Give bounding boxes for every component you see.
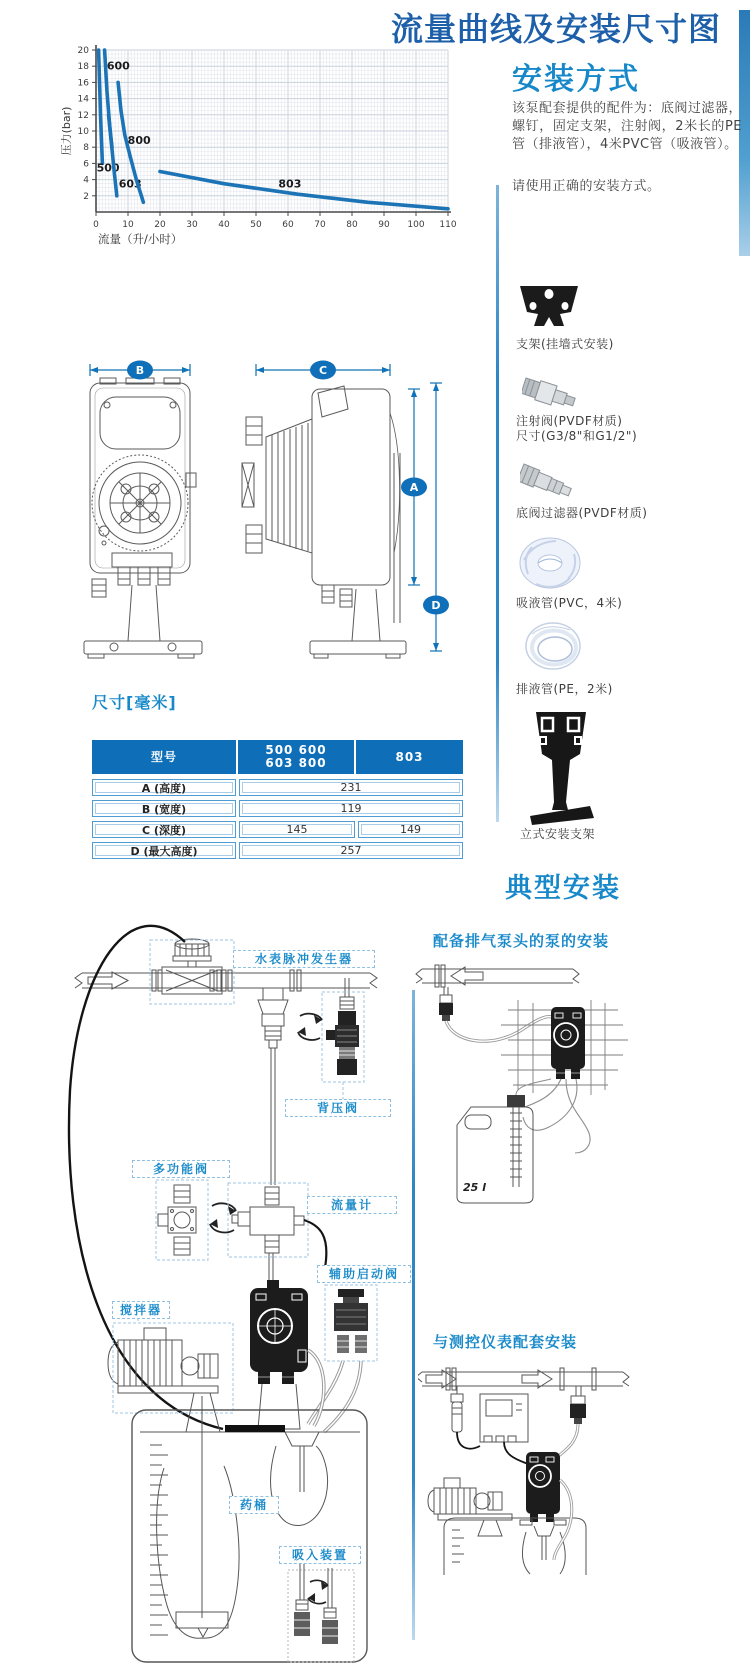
- wall-bracket-icon: [518, 280, 580, 330]
- table-row: [92, 779, 463, 796]
- drain-tube-ring-icon: [522, 618, 584, 676]
- instrument-install-diagram: [418, 1360, 653, 1575]
- svg-text:603: 603: [118, 177, 142, 191]
- dosing-pump-drawing: [250, 1280, 308, 1429]
- sensor-probe-drawing: [451, 1386, 480, 1449]
- table-row: [92, 821, 463, 838]
- callout-water-meter: 水表脉冲发生器: [233, 950, 375, 968]
- vent-pump-install-heading: 配备排气泵头的泵的安装: [433, 932, 610, 950]
- table-row: [92, 800, 463, 817]
- svg-text:14: 14: [77, 94, 89, 105]
- typical-install-heading: 典型安装: [505, 873, 621, 904]
- dim-letter-a: A: [409, 481, 419, 494]
- dimensions-table-header: [92, 740, 463, 774]
- multifunction-valve-drawing: [156, 1176, 208, 1260]
- vertical-divider-top: [496, 185, 499, 822]
- svg-text:50: 50: [250, 220, 262, 230]
- svg-text:20: 20: [77, 46, 89, 56]
- svg-text:90: 90: [378, 220, 390, 230]
- svg-text:20: 20: [154, 220, 166, 230]
- svg-text:110: 110: [439, 220, 457, 230]
- flow-curve-chart: [58, 40, 458, 252]
- dim-letter-d: D: [431, 599, 441, 612]
- agitator-motor-drawing: [428, 1478, 512, 1536]
- svg-text:18: 18: [77, 62, 89, 73]
- svg-text:500: 500: [96, 161, 120, 175]
- foot-valve-filter-icon: [520, 452, 586, 504]
- page-title: 流量曲线及安装尺寸图: [390, 10, 721, 48]
- install-method-paragraph: 该泵配套提供的配件为：底阀过滤器，螺钉，固定支架，注射阀，2米长的PE管（排液管），4米PVC管（吸液管）。: [512, 101, 742, 152]
- instrument-install-heading: 与测控仪表配套安装: [433, 1333, 578, 1351]
- accessory-label-bracket: 支架(挂墙式安装): [516, 337, 614, 351]
- header-model-803: 803: [356, 740, 463, 774]
- svg-text:30: 30: [186, 220, 198, 230]
- agitator-motor-drawing: [108, 1318, 233, 1432]
- callout-multifunction-valve: 多功能阀: [132, 1160, 230, 1178]
- row-a-label: A (高度): [92, 779, 236, 796]
- svg-text:40: 40: [218, 220, 230, 230]
- svg-text:10: 10: [122, 220, 134, 230]
- injection-valve-drawing: [439, 987, 552, 1041]
- tank-drawing: [444, 1480, 586, 1575]
- callout-back-pressure-valve: 背压阀: [285, 1099, 391, 1117]
- svg-text:12: 12: [77, 110, 89, 121]
- row-d-label: D (最大高度): [92, 842, 236, 859]
- accessory-label-foot-valve: 底阀过滤器(PVDF材质): [516, 506, 648, 520]
- svg-text:6: 6: [83, 159, 89, 170]
- svg-text:10: 10: [77, 127, 89, 137]
- dimensions-heading: 尺寸[毫米]: [92, 693, 177, 712]
- accessory-label-floor-stand: 立式安装支架: [520, 827, 596, 841]
- row-b-label: B (宽度): [92, 800, 236, 817]
- pump-front-view: [84, 378, 202, 658]
- svg-text:压力(bar): 压力(bar): [60, 106, 73, 156]
- svg-text:803: 803: [278, 177, 302, 191]
- dimensions-table: [92, 740, 463, 863]
- svg-text:80: 80: [346, 220, 358, 230]
- accessory-label-suction-tube: 吸液管(PVC，4米): [516, 596, 623, 610]
- injection-valve-icon: [522, 362, 586, 414]
- accessory-label-injection-valve-size: 尺寸(G3/8"和G1/2"): [516, 429, 638, 443]
- svg-text:800: 800: [127, 133, 151, 147]
- install-method-note: 请使用正确的安装方式。: [512, 179, 661, 194]
- pump-dimension-drawings: [60, 353, 460, 665]
- callout-tank: 药桶: [229, 1496, 279, 1514]
- injection-tee-drawing: [258, 988, 288, 1185]
- back-pressure-valve-drawing: [322, 978, 364, 1099]
- vent-pump-install-diagram: [413, 955, 648, 1210]
- suction-device-drawing: [288, 1552, 354, 1662]
- accessory-label-injection-valve: 注射阀(PVDF材质): [516, 414, 623, 428]
- pump-drawing: [551, 1007, 585, 1079]
- svg-text:70: 70: [314, 220, 326, 230]
- row-b-value: 119: [239, 800, 463, 817]
- svg-text:4: 4: [83, 175, 89, 186]
- row-d-value: 257: [239, 842, 463, 859]
- svg-text:流量（升/小时）: 流量（升/小时）: [98, 232, 183, 246]
- svg-text:16: 16: [77, 78, 89, 89]
- row-a-value: 231: [239, 779, 463, 796]
- controller-drawing: [480, 1394, 528, 1464]
- svg-text:100: 100: [407, 220, 425, 230]
- accessory-label-drain-tube: 排液管(PE，2米): [516, 682, 613, 696]
- suction-tube-coil-icon: [516, 534, 584, 594]
- pump-side-view: [242, 386, 406, 658]
- callout-suction-device: 吸入装置: [279, 1546, 361, 1564]
- row-c-label: C (深度): [92, 821, 236, 838]
- svg-text:8: 8: [83, 143, 89, 154]
- jerry-can-drawing: [457, 1079, 551, 1203]
- install-method-heading: 安装方式: [512, 62, 640, 97]
- can-volume-label: 25 l: [463, 1181, 486, 1194]
- callout-aux-valve: 辅助启动阀: [317, 1265, 411, 1283]
- table-row: [92, 842, 463, 859]
- pipe-drawing: [416, 965, 579, 987]
- svg-text:2: 2: [83, 191, 89, 202]
- header-model: 型号: [92, 740, 236, 774]
- rotation-arrows: [298, 1014, 322, 1040]
- row-c-value-1: 145: [239, 821, 355, 838]
- floor-stand-icon: [528, 710, 594, 826]
- svg-text:600: 600: [106, 59, 130, 73]
- dimension-letter-badges: [127, 361, 449, 615]
- pipe-drawing: [418, 1368, 629, 1390]
- callout-flow-meter: 流量计: [307, 1196, 397, 1214]
- dim-letter-c: C: [318, 364, 328, 377]
- header-models-500-800: 500 600 603 800: [238, 740, 354, 774]
- pump-drawing: [520, 1452, 566, 1525]
- row-c-value-2: 149: [358, 821, 463, 838]
- svg-text:0: 0: [93, 220, 99, 230]
- svg-text:60: 60: [282, 220, 294, 230]
- callout-agitator: 搅拌器: [112, 1301, 170, 1319]
- dim-letter-b: B: [135, 364, 145, 377]
